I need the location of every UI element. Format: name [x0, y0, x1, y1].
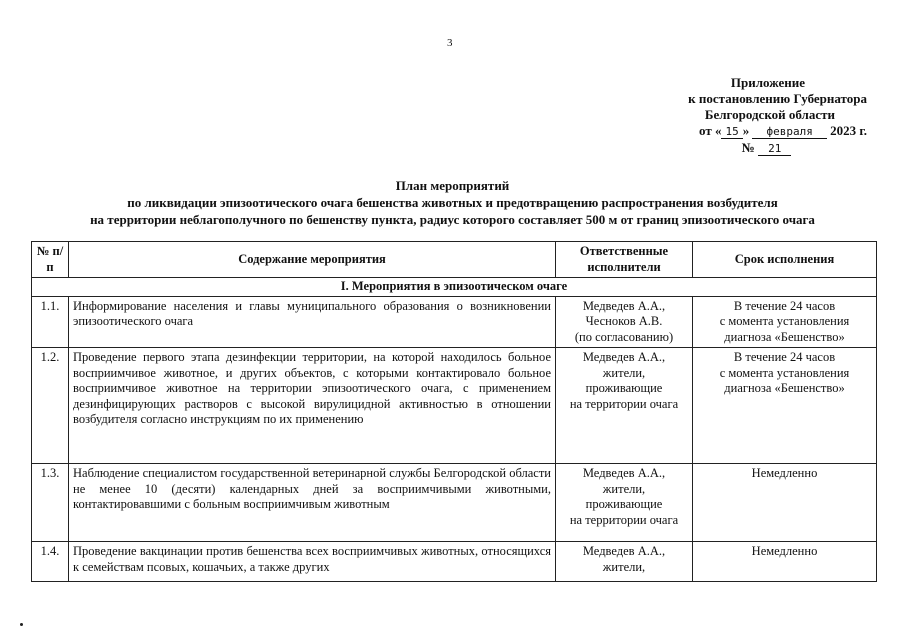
term-line: В течение 24 часов — [733, 298, 836, 313]
document-title — [0, 177, 905, 228]
row-executors — [556, 542, 693, 582]
date-month: февраля — [752, 125, 826, 139]
row-number: 1.1. — [32, 296, 69, 348]
executor-line: Медведев А.А., — [582, 350, 666, 364]
row-executors — [556, 464, 693, 542]
executor-line: жители, — [602, 481, 646, 496]
row-number: 1.2. — [32, 348, 69, 464]
row-content: Наблюдение специалистом государственной ветеринарной службы Белгородской области не менее 10 (десяти) календарных дней за восприимчивыми животными, контактировавшими с больным восприимчивым животным — [69, 464, 556, 542]
executor-line: проживающие — [585, 381, 663, 395]
row-term — [693, 348, 877, 464]
appendix-line-1: Приложение — [730, 75, 805, 90]
table-row — [32, 464, 877, 542]
header-term: Срок исполнения — [693, 242, 877, 278]
row-term — [693, 542, 877, 582]
page-number: 3 — [447, 37, 453, 49]
section-row — [32, 278, 877, 297]
date-prefix: от « — [698, 123, 722, 138]
row-executors — [556, 348, 693, 464]
title-line-1: План мероприятий — [395, 178, 510, 193]
term-line: диагноза «Бешенство» — [724, 381, 845, 395]
appendix-number — [688, 140, 867, 157]
header-exec: Ответственные исполнители — [556, 242, 693, 278]
appendix-date — [688, 123, 867, 140]
number-prefix: № — [741, 140, 755, 155]
table-row — [32, 296, 877, 348]
date-mid: » — [742, 123, 750, 138]
term-line: Немедленно — [751, 544, 818, 558]
executor-line: проживающие — [585, 497, 663, 511]
executor-line: Медведев А.А., — [582, 298, 666, 313]
row-number: 1.3. — [32, 464, 69, 542]
section-title: I. Мероприятия в эпизоотическом очаге — [32, 278, 877, 297]
row-number: 1.4. — [32, 542, 69, 582]
number-value: 21 — [758, 142, 791, 156]
scan-speck — [20, 623, 23, 626]
header-num: № п/п — [32, 242, 69, 278]
term-line: диагноза «Бешенство» — [724, 329, 845, 344]
executor-line: Чесноков А.В. — [585, 314, 663, 328]
executor-line: Медведев А.А., — [582, 466, 666, 480]
term-line: Немедленно — [751, 466, 818, 480]
executor-line: жители, — [602, 559, 646, 574]
date-day: 15 — [721, 125, 742, 139]
appendix-line-3: Белгородской области — [704, 107, 835, 122]
executor-line: жители, — [602, 365, 646, 380]
executor-line: (по согласованию) — [574, 329, 674, 344]
row-content: Информирование населения и главы муниципального образования о возникновении эпизоотического очага — [69, 296, 556, 348]
executor-line: на территории очага — [569, 396, 679, 411]
term-line: В течение 24 часов — [733, 350, 836, 364]
term-line: с момента установления — [719, 365, 850, 380]
executor-line: на территории очага — [569, 512, 679, 527]
appendix-block — [688, 75, 867, 157]
measures-table — [31, 241, 877, 582]
table-header-row — [32, 242, 877, 278]
table-row — [32, 348, 877, 464]
table-row — [32, 542, 877, 582]
row-content: Проведение первого этапа дезинфекции территории, на которой находилось больное восприимчивое животное, и других объектов, с которыми контактировало больное восприимчивое животное на территории эпизоотического очага, с применением дезинфицирующих растворов с высокой вирулицидной активностью в отношении возбудителя согласно инструкциям по их применению — [69, 348, 556, 464]
title-line-2: по ликвидации эпизоотического очага бешенства животных и предотвращению распространения возбудителя — [127, 195, 778, 210]
term-line: с момента установления — [719, 314, 850, 328]
row-term — [693, 296, 877, 348]
row-content: Проведение вакцинации против бешенства всех восприимчивых животных, относящихся к семействам псовых, кошачьих, а также других — [69, 542, 556, 582]
row-executors — [556, 296, 693, 348]
executor-line: Медведев А.А., — [582, 544, 666, 558]
appendix-line-2: к постановлению Губернатора — [688, 91, 867, 106]
row-term — [693, 464, 877, 542]
title-line-3: на территории неблагополучного по бешенству пункта, радиус которого составляет 500 м от границ эпизоотического очага — [90, 212, 815, 227]
date-year: 2023 г. — [830, 123, 867, 138]
header-content: Содержание мероприятия — [69, 242, 556, 278]
table-body — [32, 296, 877, 582]
